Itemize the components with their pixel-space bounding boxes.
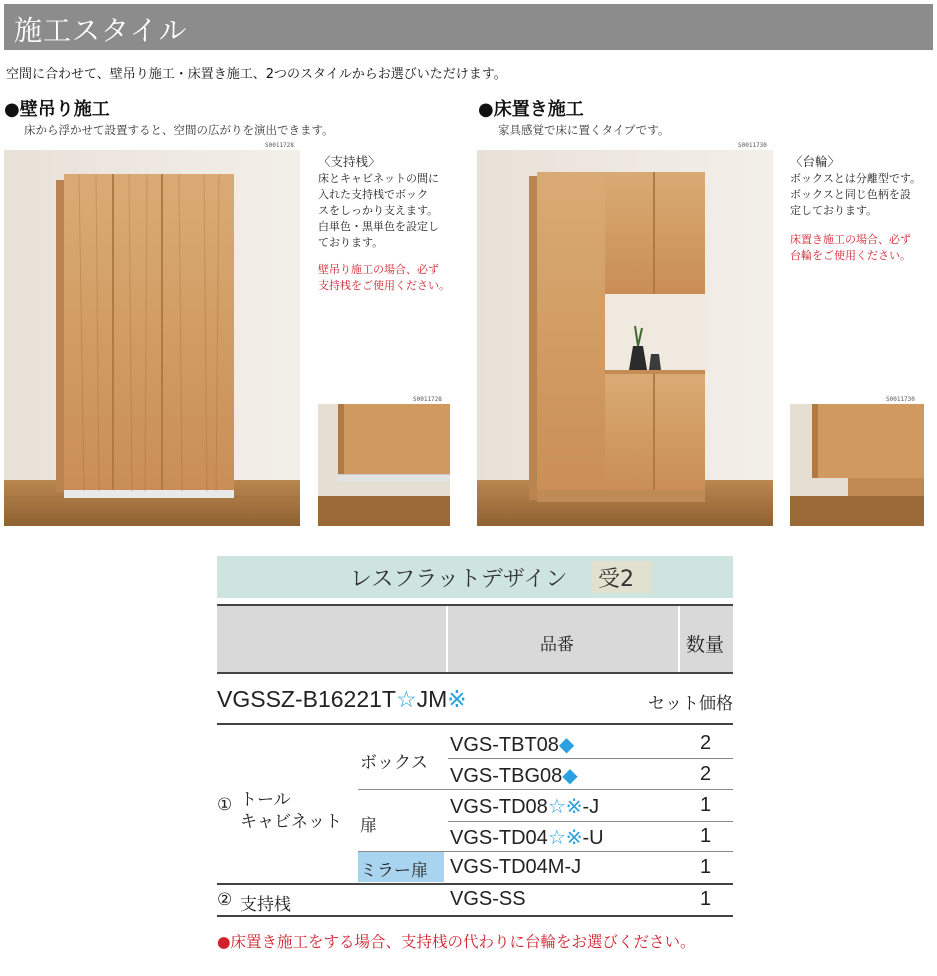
wall-section-title: ●壁吊り施工	[4, 99, 110, 120]
floor-warning	[790, 232, 930, 264]
wall-note	[318, 171, 458, 251]
group2-number: ②	[217, 890, 233, 910]
set-code	[217, 686, 467, 713]
part-mark: ◆	[562, 765, 578, 787]
table-header-blank	[217, 606, 446, 672]
wall-hung-photo	[4, 150, 300, 526]
wall-warning-line: 支持桟をご使用ください。	[318, 279, 450, 292]
floor-note-line: ボックスと同じ色柄を設	[790, 188, 911, 201]
wall-detail-code: S0011728	[413, 396, 442, 403]
floor-note	[790, 171, 930, 219]
mirror-door-label: ミラー扉	[360, 861, 428, 881]
part-number-header: 品番	[540, 635, 574, 655]
column-divider	[678, 606, 680, 672]
floor-photo-code: S0011730	[738, 142, 767, 149]
group2-label: 支持桟	[240, 895, 291, 915]
wall-note-line: スをしっかり支えます。	[318, 204, 439, 217]
floor-detail-code: S0011730	[886, 396, 915, 403]
wall-note-line: ております。	[318, 236, 384, 249]
row-rule	[358, 789, 733, 790]
door-label: 扉	[360, 816, 377, 836]
part-suffix: -J	[582, 796, 600, 818]
quantity-header: 数量	[686, 634, 725, 656]
floor-section-subtitle: 家具感覚で床に置くタイプです。	[498, 123, 670, 137]
part-qty: 1	[700, 794, 712, 816]
column-divider	[446, 606, 448, 672]
part-number: VGS-TD04M-J	[450, 856, 582, 878]
plinth-detail-photo	[790, 404, 924, 526]
table-rule	[217, 915, 733, 917]
floor-note-line: ボックスとは分離型です。	[790, 172, 922, 185]
star-mark: ☆	[547, 827, 566, 849]
floor-note-line: 定しております。	[790, 204, 878, 217]
part-qty: 1	[700, 856, 712, 878]
part-qty: 2	[700, 763, 712, 785]
group1-number: ①	[217, 795, 233, 815]
table-title: レスフラットデザイン	[350, 567, 568, 592]
part-number: VGS-TBG08	[450, 765, 563, 787]
note-mark: ※	[447, 686, 467, 712]
note-mark: ※	[565, 827, 583, 849]
wall-note-heading: 〈支持桟〉	[318, 154, 381, 169]
wall-warning	[318, 262, 458, 294]
part-row	[450, 794, 599, 819]
wall-note-line: 入れた支持桟でボック	[318, 188, 428, 201]
set-price-label: セット価格	[648, 694, 733, 714]
part-qty: 2	[700, 732, 712, 754]
row-rule	[448, 758, 733, 759]
star-mark: ☆	[395, 686, 417, 712]
wall-section-subtitle: 床から浮かせて設置すると、空間の広がりを演出できます。	[24, 123, 334, 137]
delivery-badge-text: 受2	[598, 567, 634, 592]
wall-note-line: 床とキャビネットの間に	[318, 172, 439, 185]
group1-label-line2: キャビネット	[240, 812, 342, 832]
row-rule	[358, 851, 733, 852]
group1-label-line1: トール	[240, 790, 291, 810]
part-row	[450, 856, 581, 879]
row-rule	[448, 821, 733, 822]
floor-warning-line: 床置き施工の場合、必ず	[790, 233, 911, 246]
support-rail-detail-photo	[318, 404, 450, 526]
note-mark: ※	[565, 796, 583, 818]
table-rule	[217, 883, 733, 885]
set-code-prefix: VGSSZ-B16221T	[217, 686, 396, 712]
intro-text: 空間に合わせて、壁吊り施工・床置き施工、2つのスタイルからお選びいただけます。	[6, 67, 507, 82]
wall-warning-line: 壁吊り施工の場合、必ず	[318, 263, 439, 276]
box-label: ボックス	[360, 753, 428, 773]
floor-standing-photo	[477, 150, 773, 526]
part-number: VGS-TBT08	[450, 734, 559, 756]
part-row	[450, 825, 604, 850]
floor-note-heading: 〈台輪〉	[790, 154, 841, 169]
part-suffix: -U	[582, 827, 604, 849]
part-mark: ◆	[558, 734, 575, 756]
group2-part-number: VGS-SS	[450, 888, 526, 910]
section-title: 施工スタイル	[14, 14, 188, 47]
part-row	[450, 732, 574, 757]
wall-note-line: 白単色・黒単色を設定し	[318, 220, 439, 233]
star-mark: ☆	[547, 796, 566, 818]
wall-photo-code: S0011728	[265, 142, 294, 149]
footnote: ●床置き施工をする場合、支持桟の代わりに台輪をお選びください。	[217, 933, 696, 951]
part-row	[450, 763, 578, 788]
set-code-mid: JM	[416, 686, 448, 712]
floor-section-title: ●床置き施工	[478, 99, 584, 120]
part-number: VGS-TD04	[450, 827, 548, 849]
group2-qty: 1	[700, 888, 712, 910]
table-rule	[217, 723, 733, 725]
part-number: VGS-TD08	[450, 796, 548, 818]
floor-warning-line: 台輪をご使用ください。	[790, 249, 911, 262]
part-qty: 1	[700, 825, 712, 847]
table-rule	[217, 672, 733, 674]
